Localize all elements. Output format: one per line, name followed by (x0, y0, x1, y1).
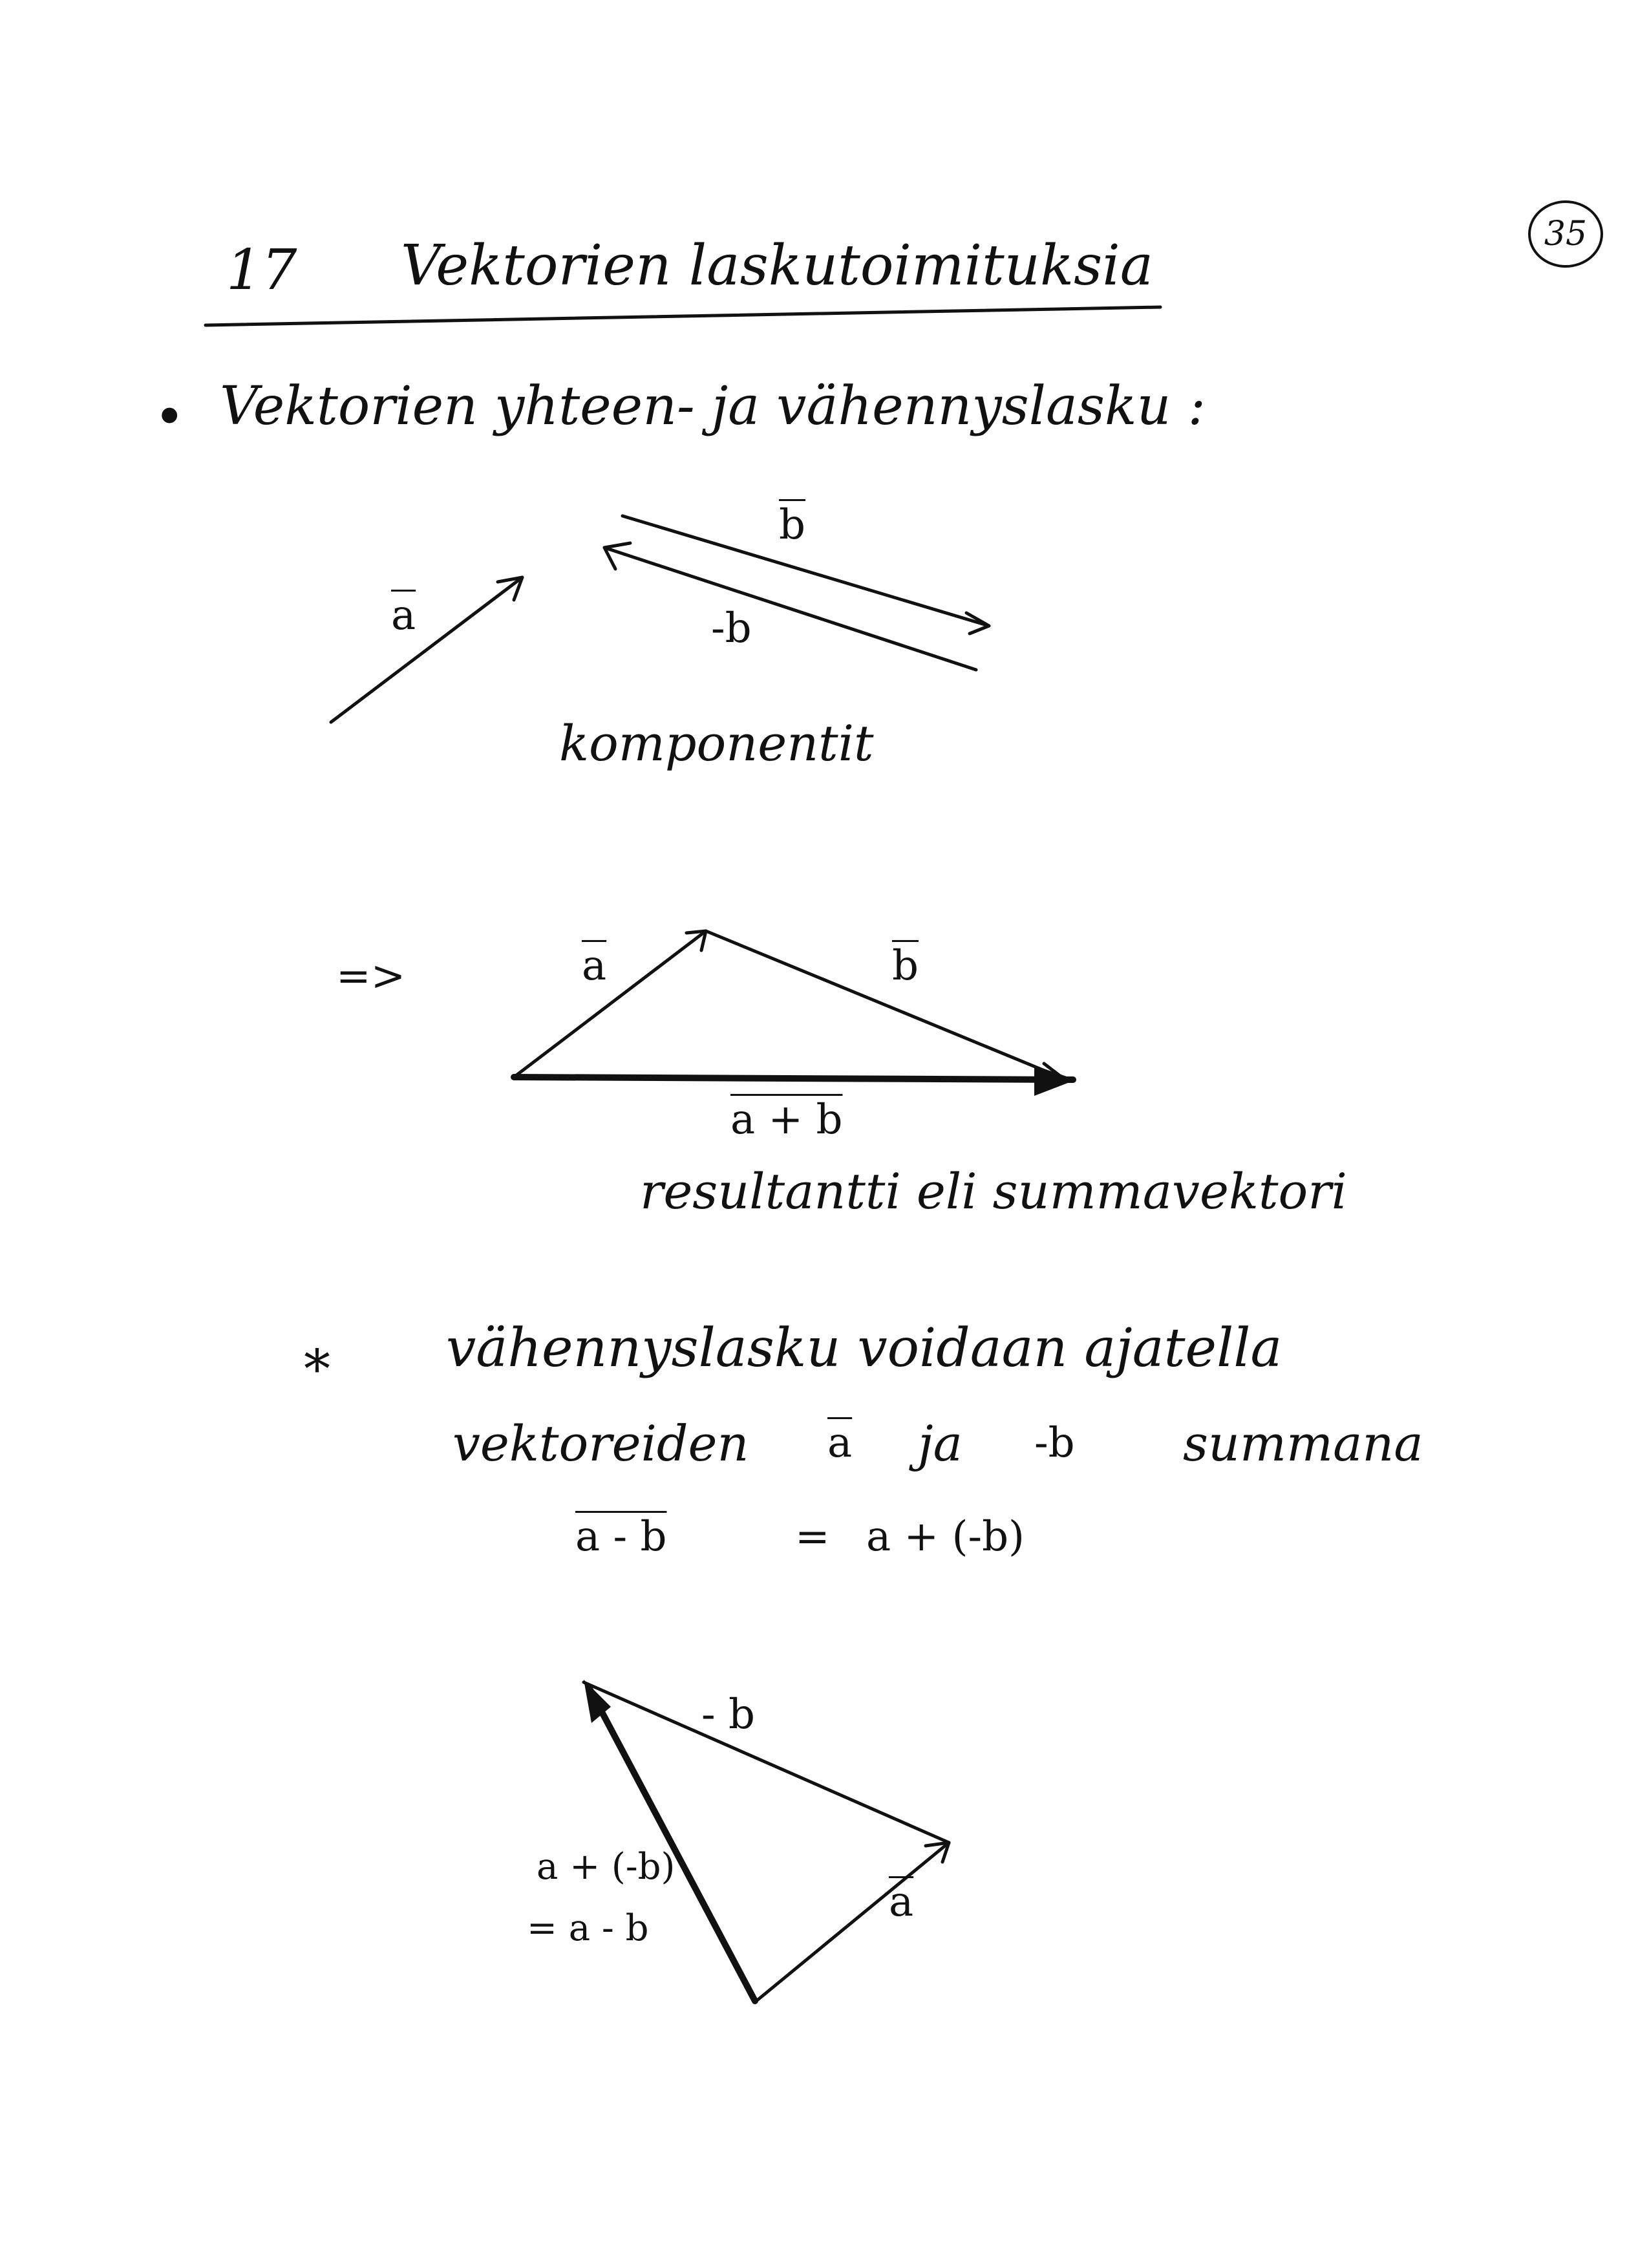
note-line-2-pre: vektoreiden (452, 1415, 749, 1472)
sum-resultant-line (514, 1077, 1073, 1080)
bullet: • (154, 387, 186, 448)
title-number: 17 (226, 238, 297, 303)
implies-arrow: => (336, 952, 406, 1000)
note-line-1: vähennyslasku voidaan ajatella (446, 1318, 1282, 1379)
equation-lhs: a - b (575, 1513, 667, 1561)
sum-a-label: $\overline{a}$ (582, 942, 607, 990)
vector-a-label: $\overline{a}$ (391, 592, 416, 639)
page-number: 35 (1528, 200, 1603, 268)
diff-a-line (756, 1843, 949, 2001)
sum-a-line (514, 931, 706, 1077)
vector-neg-b-label: -b (711, 604, 752, 652)
note-line-2-post: summana (1183, 1415, 1423, 1472)
diff-a-label: $\overline{a}$ (889, 1878, 914, 1926)
page-title: Vektorien laskutoimituksia (401, 233, 1154, 298)
note-line-2-ja: ja (918, 1415, 963, 1472)
components-label: komponentit (559, 714, 874, 772)
title-underline (206, 307, 1160, 325)
diff-resultant-line (590, 1689, 755, 2001)
note-star: * (304, 1339, 330, 1400)
note-line-2-neg-b: -b (1034, 1419, 1075, 1467)
diff-label-1: a + (-b) (537, 1846, 676, 1888)
sum-b-line (706, 931, 1063, 1078)
equation-sign: = (795, 1513, 830, 1561)
sum-label: a + b (730, 1096, 843, 1144)
vector-a-line (331, 577, 522, 722)
sum-resultant-arrowhead (1034, 1065, 1076, 1096)
sum-caption: resultantti eli summavektori (640, 1162, 1347, 1220)
section-heading: Vektorien yhteen- ja vähennyslasku : (220, 376, 1206, 437)
vector-b-label: $\overline{b}$ (779, 501, 805, 549)
sum-b-label: $\overline{b}$ (892, 942, 919, 990)
diff-neg-b-line (584, 1682, 949, 1843)
note-line-2-a: $\overline{a}$ (827, 1419, 853, 1467)
diff-neg-b-label: - b (701, 1691, 755, 1738)
equation-rhs: a + (-b) (866, 1513, 1025, 1561)
diff-label-2: = a - b (527, 1907, 649, 1949)
